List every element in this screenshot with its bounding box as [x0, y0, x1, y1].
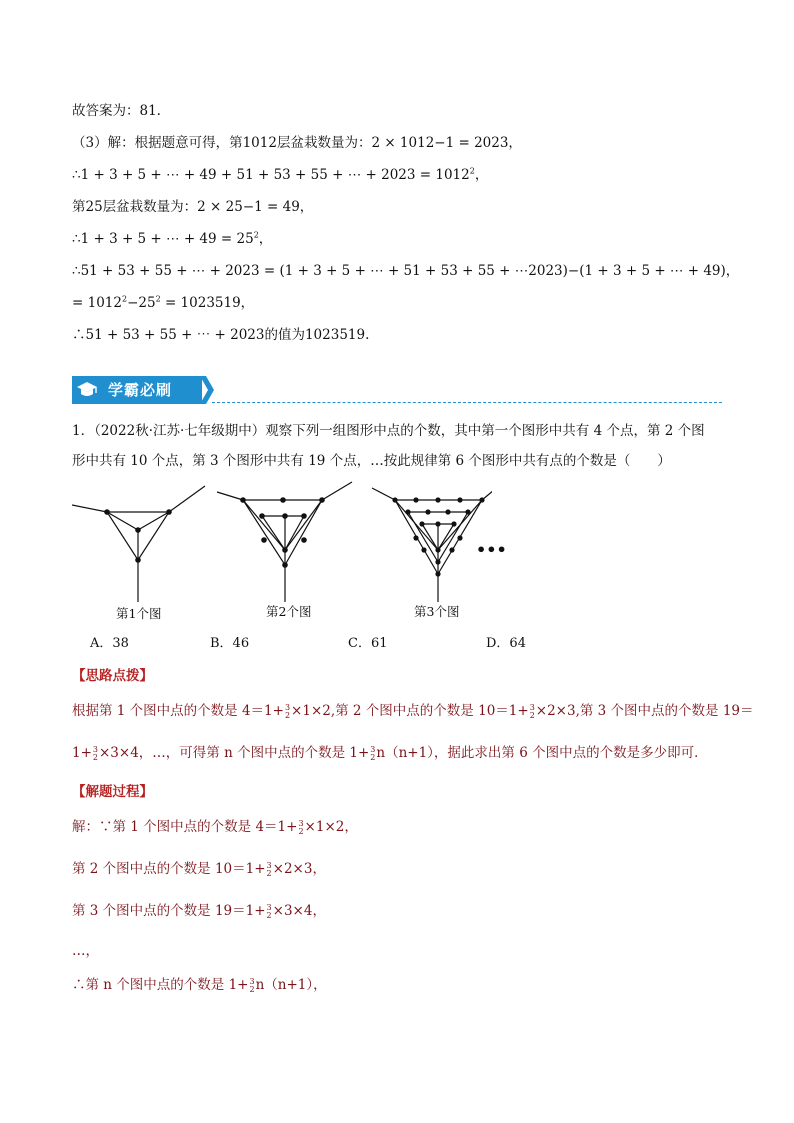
sum-line-1-text: ∴1 + 3 + 5 + ⋯ + 49 + 51 + 53 + 55 + ⋯ + 2023 = 1012 — [72, 167, 470, 183]
solution-line-2 — [72, 860, 326, 878]
question-line-1: 1．（2022秋·江苏·七年级期中）观察下列一组图形中点的个数，其中第一个图形中共有 4 个点，第 2 个图 — [72, 423, 705, 439]
answer-line: 故答案为：81. — [72, 103, 161, 119]
fraction: 3 2 — [266, 860, 272, 878]
hint-text: ×1×2,第 2 个图中点的个数是 10＝1+ — [291, 703, 529, 719]
part3-line: （3）解：根据题意可得，第1012层盆栽数量为：2 × 1012−1 = 2023， — [72, 135, 522, 151]
hint-line-1 — [72, 702, 754, 720]
solution-text: 第 3 个图中点的个数是 19＝1+ — [72, 903, 266, 919]
option-a: A．38 — [90, 636, 129, 651]
sum-line-2 — [72, 230, 272, 248]
solution-text: n（n+1）， — [255, 977, 327, 993]
fraction: 3 2 — [249, 976, 255, 994]
fraction: 3 2 — [529, 702, 535, 720]
solution-text: ∴第 n 个图中点的个数是 1+ — [72, 977, 249, 993]
dot-pattern-figures — [72, 478, 492, 608]
exponent: 2 — [121, 294, 128, 304]
solution-line-1 — [72, 818, 358, 836]
exponent: 2 — [253, 230, 259, 240]
solution-text: ×3×4， — [272, 903, 326, 919]
solution-heading: 【解题过程】 — [72, 784, 153, 800]
solution-text: ×2×3， — [272, 861, 326, 877]
banner-dashed-rule — [212, 402, 722, 403]
hint-text: ×3×4，…，可得第 n 个图中点的个数是 1+ — [99, 745, 370, 761]
option-c: C．61 — [348, 636, 388, 651]
comma: ， — [474, 167, 489, 183]
sum-line-1 — [72, 166, 488, 184]
section-banner — [72, 376, 722, 404]
figure-1-caption: 第1个图 — [116, 606, 162, 621]
option-d: D．64 — [486, 636, 526, 651]
solution-text: 解：∵第 1 个图中点的个数是 4＝1+ — [72, 819, 298, 835]
option-b: B．46 — [210, 636, 250, 651]
hint-text: ×2×3,第 3 个图中点的个数是 19＝ — [535, 703, 754, 719]
difference-line: ∴51 + 53 + 55 + ⋯ + 2023 = (1 + 3 + 5 + ⋯ + 51 + 53 + 55 + ⋯2023)−(1 + 3 + 5 + ⋯ + 49)， — [72, 263, 740, 279]
conclusion-line: ∴51 + 53 + 55 + ⋯ + 2023的值为1023519. — [72, 327, 370, 343]
result-part-2: −25 — [127, 295, 156, 311]
fraction: 3 2 — [266, 902, 272, 920]
exponent: 2 — [469, 166, 475, 176]
solution-line-5 — [72, 976, 327, 994]
hint-text: n（n+1），据此求出第 6 个图中点的个数是多少即可． — [376, 745, 708, 761]
sum-line-2-text: ∴1 + 3 + 5 + ⋯ + 49 = 25 — [72, 231, 254, 247]
exponent: 2 — [155, 294, 161, 304]
result-part-1: = 1012 — [72, 295, 122, 311]
banner-title: 学霸必刷 — [108, 381, 173, 399]
fraction: 3 2 — [284, 702, 291, 720]
question-line-2: 形中共有 10 个点，第 3 个图形中共有 19 个点，…按此规律第 6 个图形中共有点的个数是（ ） — [72, 453, 671, 469]
solution-line-3 — [72, 902, 326, 920]
fraction: 3 2 — [92, 744, 98, 762]
fraction: 3 2 — [298, 818, 304, 836]
solution-text: ×1×2， — [304, 819, 358, 835]
solution-line-4: …， — [72, 943, 99, 959]
comma: ， — [258, 231, 273, 247]
fraction: 3 2 — [370, 744, 376, 762]
hint-text: 1+ — [72, 745, 92, 761]
graduation-cap-icon — [74, 376, 100, 404]
layer25-line: 第25层盆栽数量为：2 × 25−1 = 49， — [72, 199, 314, 215]
banner-arrow-icon — [200, 376, 214, 404]
result-part-3: = 1023519， — [160, 295, 255, 311]
hint-text: 根据第 1 个图中点的个数是 4＝1+ — [72, 703, 284, 719]
more-figures-ellipsis: ••• — [476, 540, 507, 559]
hint-heading: 【思路点拨】 — [72, 668, 153, 684]
solution-text: 第 2 个图中点的个数是 10＝1+ — [72, 861, 266, 877]
result-line — [72, 294, 254, 312]
figure-2-caption: 第2个图 — [266, 604, 312, 619]
hint-line-2 — [72, 744, 708, 762]
figure-3-caption: 第3个图 — [414, 604, 460, 619]
